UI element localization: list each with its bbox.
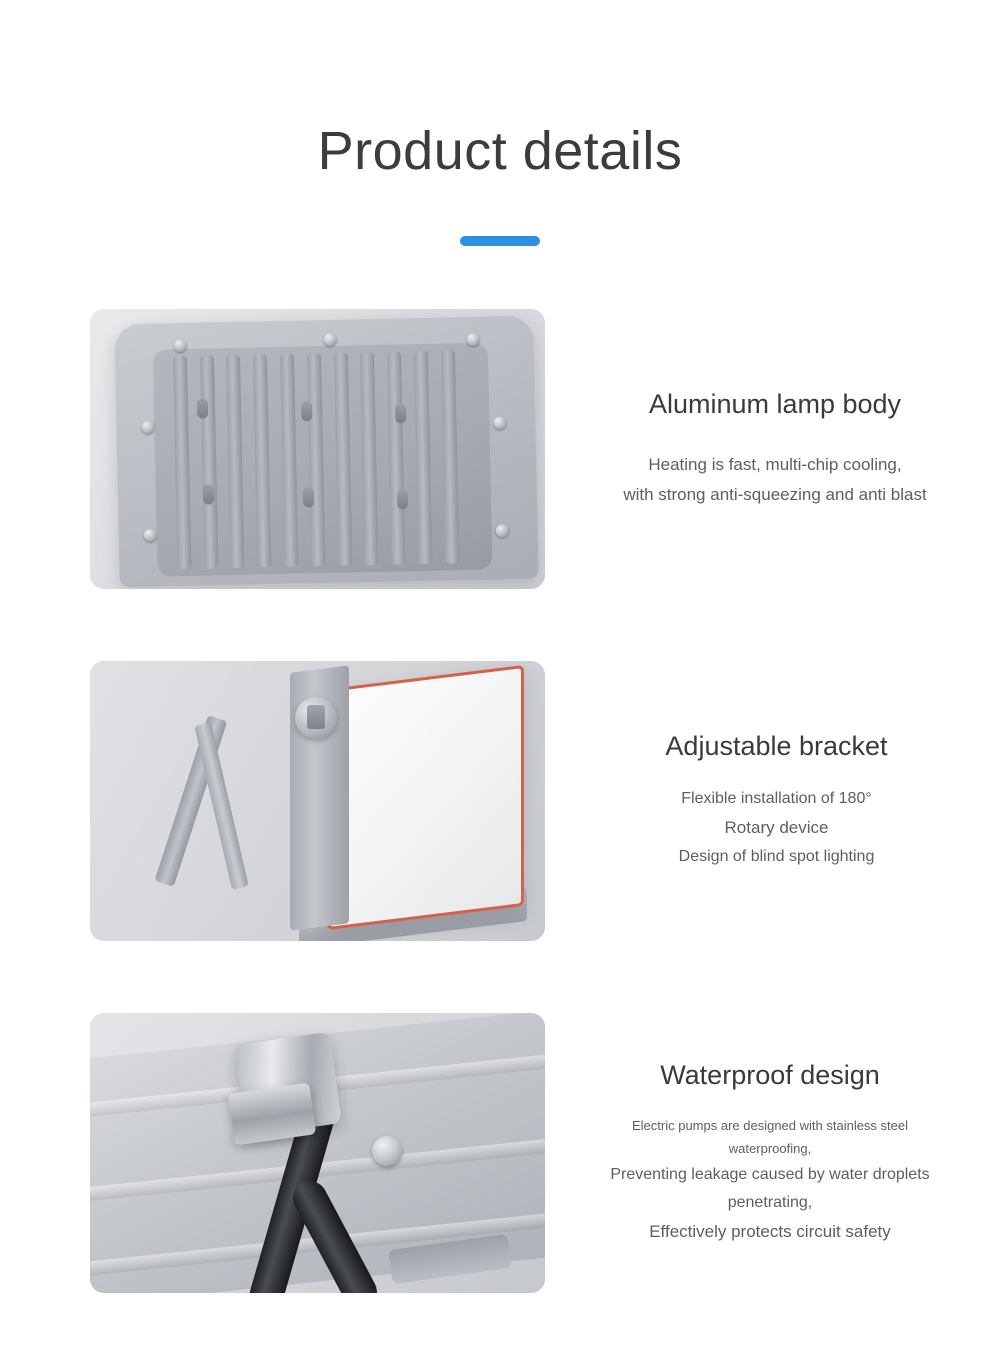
feature-line: with strong anti-squeezing and anti blast bbox=[623, 484, 927, 504]
feature-row bbox=[0, 656, 1000, 946]
aluminum-lamp-body-photo bbox=[90, 309, 545, 589]
feature-list bbox=[0, 304, 1000, 1298]
product-details-page bbox=[0, 36, 1000, 1356]
feature-title: Waterproof design bbox=[660, 1059, 880, 1090]
feature-line: Effectively protects circuit safety bbox=[649, 1221, 891, 1241]
title-underline-accent bbox=[460, 236, 540, 246]
feature-row bbox=[0, 304, 1000, 594]
feature-line: Flexible installation of 180° bbox=[681, 789, 872, 807]
adjustable-bracket-photo bbox=[90, 661, 545, 941]
feature-line: Electric pumps are designed with stainless steel waterproofing, bbox=[631, 1118, 909, 1156]
feature-row bbox=[0, 1008, 1000, 1298]
feature-line: Preventing leakage caused by water droplets penetrating, bbox=[610, 1165, 930, 1211]
feature-text bbox=[545, 388, 1000, 510]
feature-text bbox=[545, 1059, 1000, 1247]
feature-title: Adjustable bracket bbox=[665, 731, 888, 762]
page-title: Product details bbox=[317, 121, 683, 182]
feature-line: Heating is fast, multi-chip cooling, bbox=[648, 455, 902, 474]
feature-title: Aluminum lamp body bbox=[648, 388, 902, 419]
feature-line: Design of blind spot lighting bbox=[678, 847, 875, 865]
waterproof-design-photo bbox=[90, 1013, 545, 1293]
feature-text bbox=[545, 730, 1000, 870]
feature-line: Rotary device bbox=[724, 817, 829, 837]
